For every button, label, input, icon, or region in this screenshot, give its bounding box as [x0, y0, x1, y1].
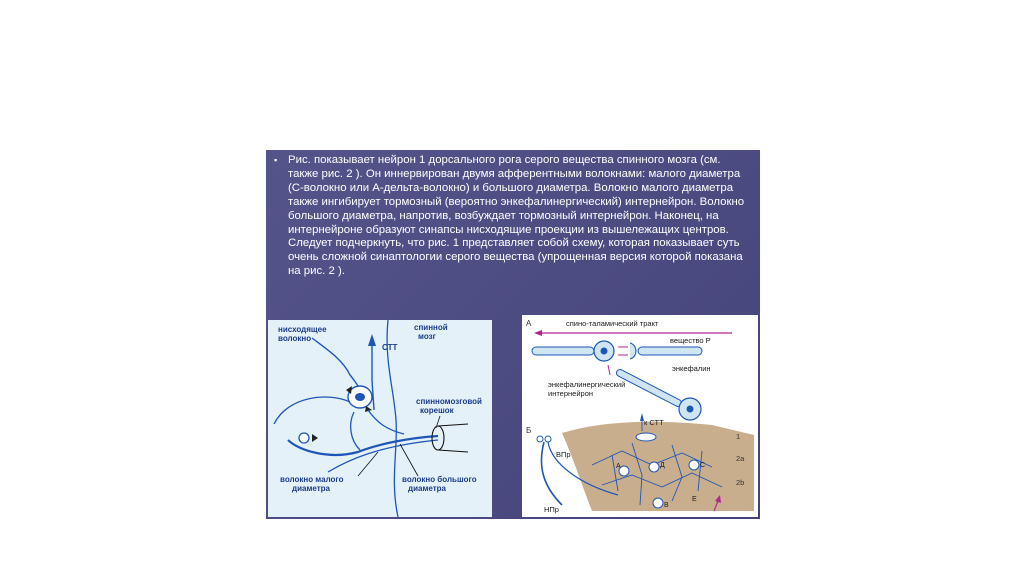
stt-arrow-icon [368, 334, 376, 346]
synapse-schema-diagram [522, 315, 758, 517]
label-spinal-cord-2: мозг [418, 332, 436, 341]
cell-b-label: В [664, 502, 669, 509]
dorsal-horn-svg [268, 320, 492, 517]
lamina-2b-label: 2b [736, 478, 745, 487]
enkephalin-label: энкефалин [672, 364, 711, 373]
label-spinal-cord-1: спинной [414, 323, 448, 332]
tract-label: спино-таламический тракт [566, 319, 659, 328]
slide-paragraph: Рис. показывает нейрон 1 дорсального рога серого вещества спинного мозга (см. также рис. 2 ). Он иннервирован двумя афферентными волокнами: малого диаметра (С-волокно или А-дельта-волокно) и большого диаметра. Волокно малого диаметра также ингибирует тормозный (вероятно энкефалинергический) интернейрон. Волокно большого диаметра, напротив, возбуждает тормозный интернейрон. Наконец, на интернейроне образуют синапсы нисходящие проекции из вышележащих центров. Следует подчеркнуть, что рис. 1 представляет собой схему, которая показывает суть очень сложной синаптологии серого вещества (упрощенная версия которой показана на рис. 2 ). [288, 154, 745, 278]
cell-c-label: С [700, 462, 706, 469]
lamina-1-label: 1 [736, 432, 741, 441]
large-fiber [288, 436, 438, 455]
leader-line [400, 444, 418, 476]
postsynaptic-membrane [630, 343, 636, 359]
fiber-path [274, 397, 350, 424]
stt-neuron [636, 433, 656, 441]
slide-frame [266, 150, 760, 519]
synapse-schema-svg [522, 315, 758, 517]
cell-marker [537, 436, 543, 442]
cell-a-label: А [616, 463, 621, 470]
panel-a-label: А [526, 319, 532, 328]
label-large-fiber-1: волокно большого [402, 475, 477, 484]
dorsal-horn-diagram [268, 320, 492, 517]
to-stt-label: к СТТ [644, 418, 664, 427]
label-root-1: спинномозговой [416, 397, 482, 406]
label-small-fiber-1: волокно малого [280, 475, 344, 484]
lamina-2a-label: 2а [736, 454, 745, 463]
interneuron-label-1: энкефалинергический [548, 380, 626, 389]
label-large-fiber-2: диаметра [408, 484, 446, 493]
fiber-path [351, 412, 360, 450]
label-small-fiber-2: диаметра [292, 484, 330, 493]
synapse-icon [312, 434, 318, 442]
neuron-nucleus [355, 393, 365, 401]
terminal-vesicle [601, 348, 608, 355]
dendrite [638, 347, 702, 355]
interneuron [299, 433, 309, 443]
release-marks [618, 347, 628, 355]
slide-text-block [274, 154, 752, 279]
label-stt: СТТ [382, 343, 398, 352]
fiber-path [368, 410, 404, 434]
vpr-label: ВПр [556, 450, 571, 459]
interneuron-label-2: интернейрон [548, 389, 594, 398]
tract-arrow-icon [534, 330, 542, 336]
interneuron-axon-fill [620, 373, 678, 403]
label-descending-fiber-2: волокно [278, 334, 312, 343]
cell-d-label: Д [660, 462, 665, 469]
npr-label: НПр [544, 505, 559, 514]
afferent-axon [532, 347, 594, 355]
cell-d [649, 462, 659, 472]
panel-b-label: Б [526, 426, 532, 435]
cell-e-label: Е [692, 496, 697, 503]
cell-c [689, 460, 699, 470]
substance-p-label: вещество Р [670, 336, 711, 345]
root-cylinder [432, 426, 444, 450]
label-descending-fiber-1: нисходящее [278, 325, 327, 334]
root-outline [438, 424, 468, 452]
interneuron-nucleus [687, 406, 694, 413]
label-root-2: корешок [420, 406, 454, 415]
cell-marker [545, 436, 551, 442]
cell-b [653, 498, 663, 508]
bullet-icon: ▪ [274, 155, 278, 165]
enkephalin-marks [608, 365, 610, 375]
